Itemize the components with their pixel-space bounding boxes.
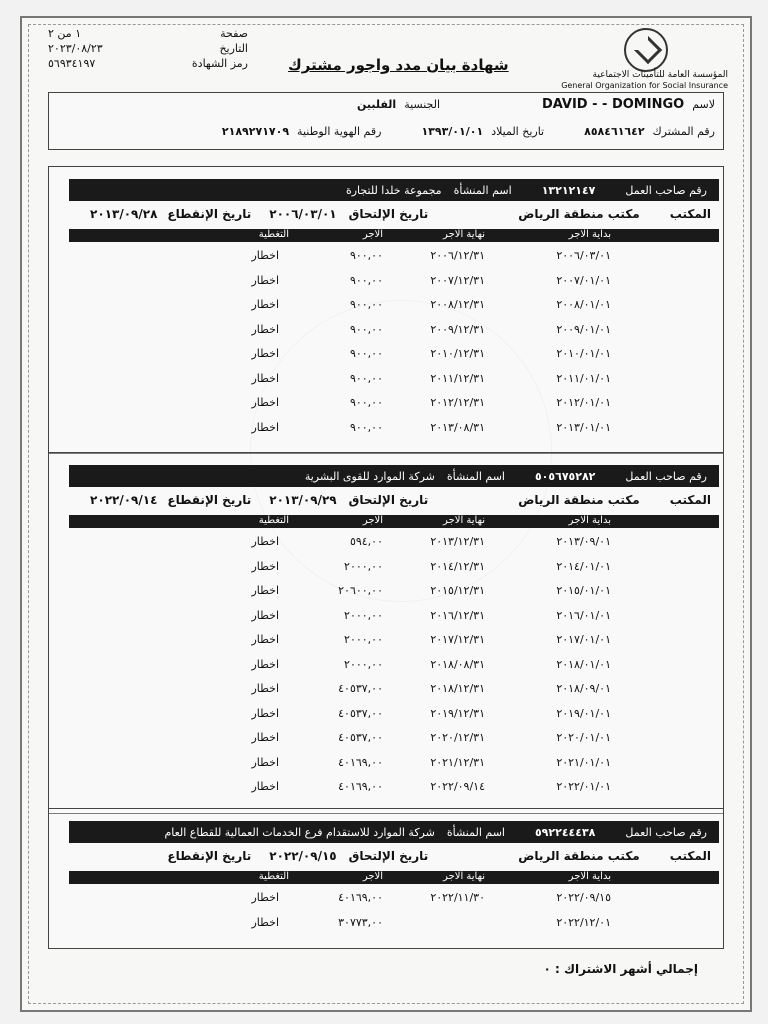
col-coverage-header: التغطية <box>258 871 289 882</box>
wage-start: ٢٠٢٢/٠١/٠١ <box>556 780 611 793</box>
nationality-label: الجنسية <box>404 98 441 111</box>
org-name-en: General Organization for Social Insurance <box>561 81 728 90</box>
col-coverage-header: التغطية <box>258 229 289 240</box>
wage-start: ٢٠١٨/٠٩/٠١ <box>556 682 611 695</box>
office-label: المكتب <box>669 493 711 507</box>
table-row <box>69 292 719 316</box>
wage-start: ٢٠١٠/٠١/٠١ <box>556 347 611 360</box>
wage-amount: ٤٠١٦٩,٠٠ <box>338 891 383 904</box>
wage-amount: ٩٠٠,٠٠ <box>349 396 383 409</box>
wage-end: ٢٠٠٨/١٢/٣١ <box>430 298 485 311</box>
wage-end: ٢٠٠٩/١٢/٣١ <box>430 322 485 336</box>
establishment-label: اسم المنشأة <box>446 825 505 839</box>
col-start-header: بداية الاجر <box>568 871 611 882</box>
table-row <box>69 603 719 627</box>
wage-start: ٢٠١٣/٠١/٠١ <box>556 420 611 434</box>
coverage-type: اخطار <box>251 347 279 360</box>
coverage-type: اخطار <box>251 559 279 573</box>
wage-end: ٢٠١٥/١٢/٣١ <box>430 584 485 597</box>
wage-end: ٢٠٢٠/١٢/٣١ <box>430 731 485 744</box>
col-start-header: بداية الاجر <box>568 515 611 526</box>
wage-end: ٢٠٢٢/٠٩/١٤ <box>430 780 485 793</box>
table-row <box>69 529 719 553</box>
establishment-value: شركة الموارد للاستقدام فرع الخدمات العمالية للقطاع العام <box>164 825 435 839</box>
wage-start: ٢٠٢١/٠١/٠١ <box>556 755 611 769</box>
col-end-header: نهاية الاجر <box>443 229 485 240</box>
wage-amount: ٩٠٠,٠٠ <box>349 249 383 262</box>
name-label: لاسم <box>692 98 715 111</box>
wage-end: ٢٠١٨/٠٨/٣١ <box>430 657 485 671</box>
table-row <box>69 243 719 267</box>
wage-table-header <box>69 515 719 528</box>
employer-bar <box>69 465 719 487</box>
wage-amount: ٩٠٠,٠٠ <box>349 298 383 311</box>
wage-end: ٢٠١١/١٢/٣١ <box>430 371 485 385</box>
coverage-type: اخطار <box>251 755 279 769</box>
wage-start: ٢٠١٨/٠١/٠١ <box>556 657 611 671</box>
wage-amount: ٤٠٥٣٧,٠٠ <box>338 731 383 744</box>
wage-amount: ٩٠٠,٠٠ <box>349 371 383 385</box>
wage-end: ٢٠٠٧/١٢/٣١ <box>430 273 485 287</box>
wage-end: ٢٠١٠/١٢/٣١ <box>430 347 485 360</box>
wage-start: ٢٠١٧/٠١/٠١ <box>556 633 611 646</box>
coverage-type: اخطار <box>251 731 279 744</box>
coverage-type: اخطار <box>251 249 279 262</box>
wage-start: ٢٠٠٩/٠١/٠١ <box>556 322 611 336</box>
wage-start: ٢٠٢٠/٠١/٠١ <box>556 731 611 744</box>
coverage-type: اخطار <box>251 298 279 311</box>
coverage-type: اخطار <box>251 780 279 793</box>
wage-amount: ٤٠٥٣٧,٠٠ <box>338 706 383 720</box>
cert-value: ٥٦٩٣٤١٩٧ <box>48 57 96 70</box>
employer-no-label: رقم صاحب العمل <box>625 469 707 483</box>
wage-amount: ٢٠٠٠,٠٠ <box>344 559 383 573</box>
coverage-type: اخطار <box>251 633 279 646</box>
table-row <box>69 317 719 341</box>
table-row <box>69 268 719 292</box>
office-value: مكتب منطقة الرياض <box>518 493 640 507</box>
wage-amount: ٤٠٥٣٧,٠٠ <box>338 682 383 695</box>
cert-label: رمز الشهادة <box>191 57 248 70</box>
wage-amount: ٥٩٤,٠٠ <box>349 535 383 548</box>
birth-value: ١٣٩٣/٠١/٠١ <box>421 125 484 138</box>
table-row <box>69 910 719 934</box>
employer-dates <box>69 205 719 223</box>
wage-amount: ٢٠٦٠٠,٠٠ <box>338 584 383 597</box>
employer-no-value: ٥٠٥٦٧٥٢٨٢ <box>534 469 596 483</box>
wage-amount: ٩٠٠,٠٠ <box>349 420 383 434</box>
org-name-ar: المؤسسة العامة للتأمينات الاجتماعية <box>592 70 728 80</box>
end-label: تاريخ الإنقطاع <box>167 493 252 507</box>
employer-dates <box>69 847 719 865</box>
table-row <box>69 390 719 414</box>
employer-bar <box>69 179 719 201</box>
wage-start: ٢٠١٥/٠١/٠١ <box>556 584 611 597</box>
wage-amount: ٢٠٠٠,٠٠ <box>344 657 383 671</box>
join-label: تاريخ الإلتحاق <box>348 849 429 863</box>
total-value: : ٠ <box>543 962 560 976</box>
employer-block <box>48 808 724 949</box>
meta-info <box>48 26 248 71</box>
subscriber-box <box>48 92 724 150</box>
subscriber-label: رقم المشترك <box>652 125 715 138</box>
coverage-type: اخطار <box>251 420 279 434</box>
wage-amount: ٩٠٠,٠٠ <box>349 273 383 287</box>
wage-end: ٢٠١٩/١٢/٣١ <box>430 706 485 720</box>
wage-start: ٢٠٠٦/٠٣/٠١ <box>556 249 611 262</box>
subscriber-value: ٨٥٨٤٦١٦٤٢ <box>584 125 645 138</box>
gosi-logo <box>561 28 728 90</box>
coverage-type: اخطار <box>251 535 279 548</box>
join-value: ٢٠١٣/٠٩/٢٩ <box>269 493 337 507</box>
wage-end: ٢٠١٣/٠٨/٣١ <box>430 420 485 434</box>
wage-start: ٢٠١٤/٠١/٠١ <box>556 559 611 573</box>
coverage-type: اخطار <box>251 584 279 597</box>
table-row <box>69 415 719 439</box>
date-label: التاريخ <box>219 42 248 55</box>
table-row <box>69 341 719 365</box>
join-label: تاريخ الإلتحاق <box>348 207 429 221</box>
table-row <box>69 366 719 390</box>
table-row <box>69 578 719 602</box>
employer-block <box>48 452 724 814</box>
join-value: ٢٠٠٦/٠٣/٠١ <box>269 207 337 221</box>
coverage-type: اخطار <box>251 608 279 622</box>
end-label: تاريخ الإنقطاع <box>167 849 252 863</box>
document-header <box>48 26 728 88</box>
wage-end: ٢٠٠٦/١٢/٣١ <box>430 249 485 262</box>
table-row <box>69 701 719 725</box>
wage-amount: ٣٠٧٧٣,٠٠ <box>338 915 383 929</box>
table-row <box>69 652 719 676</box>
wage-amount: ٩٠٠,٠٠ <box>349 322 383 336</box>
wage-amount: ٤٠١٦٩,٠٠ <box>338 780 383 793</box>
table-row <box>69 676 719 700</box>
page-label: صفحة <box>220 27 248 40</box>
total-label: إجمالي أشهر الاشتراك <box>564 962 698 976</box>
wage-end: ٢٠١٤/١٢/٣١ <box>430 559 485 573</box>
table-row <box>69 725 719 749</box>
wage-table-header <box>69 871 719 884</box>
coverage-type: اخطار <box>251 371 279 385</box>
col-start-header: بداية الاجر <box>568 229 611 240</box>
wage-end: ٢٠٢١/١٢/٣١ <box>430 755 485 769</box>
date-value: ٢٠٢٣/٠٨/٢٣ <box>48 42 103 55</box>
national-id-value: ٢١٨٩٢٧١٧٠٩ <box>221 125 290 138</box>
office-value: مكتب منطقة الرياض <box>518 207 640 221</box>
end-value: ٢٠١٣/٠٩/٢٨ <box>90 207 158 221</box>
wage-end: ٢٠١٧/١٢/٣١ <box>430 633 485 646</box>
wage-start: ٢٠٢٢/١٢/٠١ <box>556 915 611 929</box>
wage-start: ٢٠١١/٠١/٠١ <box>556 371 611 385</box>
join-label: تاريخ الإلتحاق <box>348 493 429 507</box>
coverage-type: اخطار <box>251 706 279 720</box>
coverage-type: اخطار <box>251 682 279 695</box>
page-value: ١ من ٢ <box>48 27 82 40</box>
employer-dates <box>69 491 719 509</box>
national-id-label: رقم الهوية الوطنية <box>297 125 382 138</box>
col-wage-header: الاجر <box>362 229 383 240</box>
table-row <box>69 885 719 909</box>
wage-start: ٢٠٠٨/٠١/٠١ <box>556 298 611 311</box>
establishment-value: شركة الموارد للقوى البشرية <box>304 469 435 483</box>
col-end-header: نهاية الاجر <box>443 515 485 526</box>
employer-no-value: ١٣٢١٢١٤٧ <box>541 183 596 197</box>
col-wage-header: الاجر <box>362 871 383 882</box>
wage-start: ٢٠٠٧/٠١/٠١ <box>556 273 611 287</box>
col-wage-header: الاجر <box>362 515 383 526</box>
table-row <box>69 627 719 651</box>
wage-end: ٢٠١٣/١٢/٣١ <box>430 535 485 548</box>
establishment-label: اسم المنشأة <box>446 469 505 483</box>
coverage-type: اخطار <box>251 322 279 336</box>
wage-end: ٢٠٢٢/١١/٣٠ <box>430 891 485 904</box>
employer-bar <box>69 821 719 843</box>
wage-amount: ٤٠١٦٩,٠٠ <box>338 755 383 769</box>
wage-start: ٢٠١٣/٠٩/٠١ <box>556 535 611 548</box>
table-row <box>69 554 719 578</box>
wage-amount: ٩٠٠,٠٠ <box>349 347 383 360</box>
wage-end: ٢٠١٢/١٢/٣١ <box>430 396 485 409</box>
office-value: مكتب منطقة الرياض <box>518 849 640 863</box>
employer-block <box>48 166 724 454</box>
wage-table-header <box>69 229 719 242</box>
total-months <box>544 962 698 976</box>
wage-start: ٢٠١٢/٠١/٠١ <box>556 396 611 409</box>
wage-amount: ٢٠٠٠,٠٠ <box>344 633 383 646</box>
coverage-type: اخطار <box>251 657 279 671</box>
id-row <box>57 125 715 138</box>
name-value: DAVID - - DOMINGO <box>541 97 685 112</box>
page-title: شهادة بيان مدد واجور مشترك <box>288 56 509 74</box>
coverage-type: اخطار <box>251 891 279 904</box>
wage-amount: ٢٠٠٠,٠٠ <box>344 608 383 622</box>
office-label: المكتب <box>669 207 711 221</box>
establishment-value: مجموعة خلدا للتجارة <box>345 183 442 197</box>
wage-end: ٢٠١٨/١٢/٣١ <box>430 682 485 695</box>
name-row <box>57 97 715 112</box>
wage-start: ٢٠١٩/٠١/٠١ <box>556 706 611 720</box>
table-row <box>69 774 719 798</box>
office-label: المكتب <box>669 849 711 863</box>
nationality-value: الفلبين <box>357 98 397 111</box>
employer-no-label: رقم صاحب العمل <box>625 825 707 839</box>
wage-start: ٢٠١٦/٠١/٠١ <box>556 608 611 622</box>
birth-label: تاريخ الميلاد <box>491 125 545 138</box>
table-row <box>69 750 719 774</box>
employer-no-label: رقم صاحب العمل <box>625 183 707 197</box>
establishment-label: اسم المنشأة <box>453 183 512 197</box>
end-value: ٢٠٢٢/٠٩/١٤ <box>90 493 158 507</box>
end-label: تاريخ الإنقطاع <box>167 207 252 221</box>
wage-end: ٢٠١٦/١٢/٣١ <box>430 608 485 622</box>
employer-no-value: ٥٩٢٢٤٤٤٣٨ <box>534 825 596 839</box>
gosi-logo-icon <box>624 28 668 72</box>
coverage-type: اخطار <box>251 273 279 287</box>
col-coverage-header: التغطية <box>258 515 289 526</box>
join-value: ٢٠٢٢/٠٩/١٥ <box>269 849 337 863</box>
coverage-type: اخطار <box>251 396 279 409</box>
wage-start: ٢٠٢٢/٠٩/١٥ <box>556 891 611 904</box>
coverage-type: اخطار <box>251 915 279 929</box>
col-end-header: نهاية الاجر <box>443 871 485 882</box>
